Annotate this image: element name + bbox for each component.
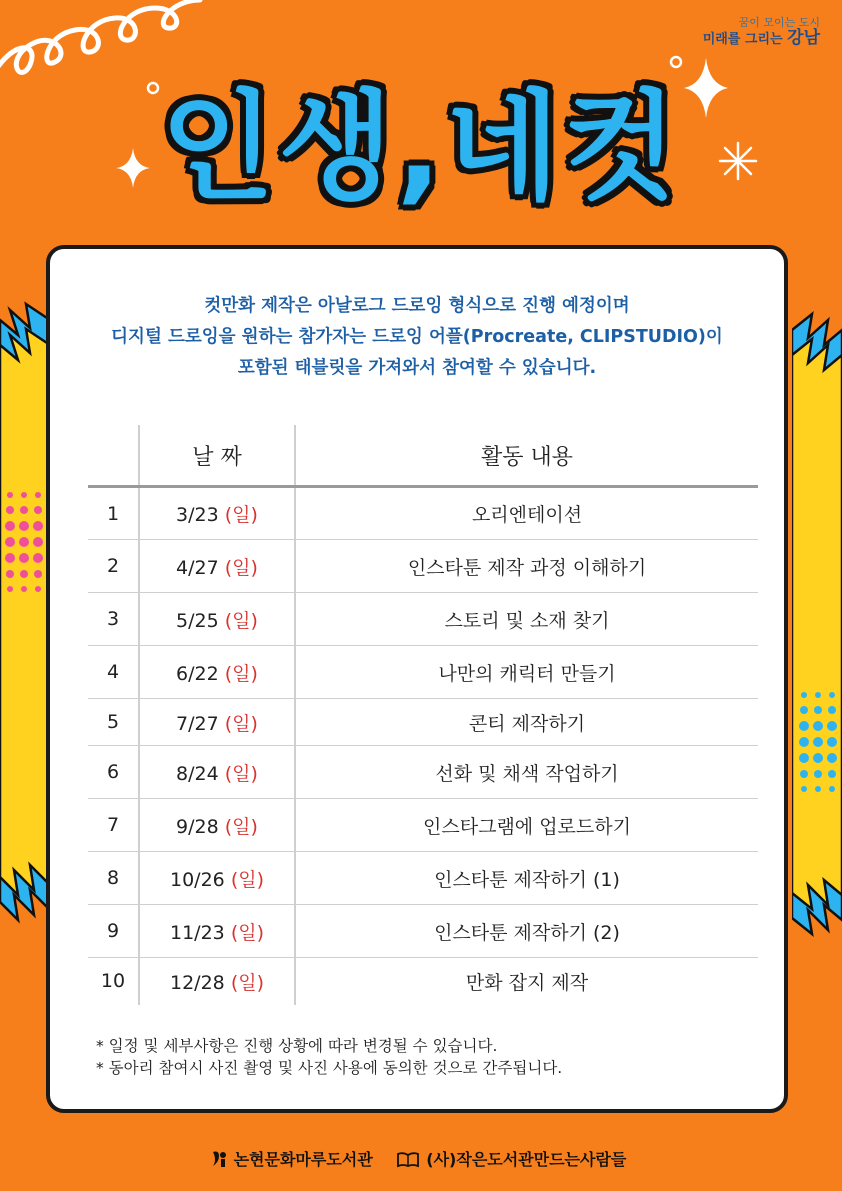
row-date [139,487,295,540]
row-number: 7 [88,799,139,852]
logo-slogan-line1: 꿈이 모이는 도시 [738,16,820,29]
row-number: 6 [88,746,139,799]
intro-line: 디지털 드로잉을 원하는 참가자는 드로잉 어플(Procreate, CLIPSTUDIO)이 [111,327,723,347]
logo-slogan-line2 [703,30,820,48]
row-date [139,905,295,958]
notes [96,1035,562,1079]
day-label: (일) [224,662,258,685]
logo-city-name: 강남 [787,28,820,48]
row-date [139,540,295,593]
table-row [88,646,758,699]
date-value: 8/24 [176,762,219,785]
row-number: 3 [88,593,139,646]
day-label: (일) [224,712,258,735]
row-number: 4 [88,646,139,699]
row-activity: 스토리 및 소재 찾기 [295,593,758,646]
row-number: 9 [88,905,139,958]
book-icon [396,1150,420,1168]
day-label: (일) [230,868,264,891]
table-row [88,958,758,1005]
row-activity: 인스타툰 제작 과정 이해하기 [295,540,758,593]
row-date [139,646,295,699]
day-label: (일) [224,609,258,632]
table-row [88,905,758,958]
note-line: * 동아리 참여시 사진 촬영 및 사진 사용에 동의한 것으로 간주됩니다. [96,1059,563,1077]
date-value: 12/28 [170,971,225,994]
page-title: 인생,네컷 [160,78,682,216]
day-label: (일) [230,971,264,994]
row-activity: 인스타툰 제작하기 (1) [295,852,758,905]
org-logo [396,1150,632,1169]
library-name: 논현문화마루도서관 [233,1150,373,1169]
intro-text [50,291,784,384]
gangnam-logo [703,16,820,48]
table-row [88,699,758,746]
row-activity: 오리엔테이션 [295,487,758,540]
table-row [88,746,758,799]
row-date [139,958,295,1005]
row-activity: 만화 잡지 제작 [465,971,589,994]
intro-line: 컷만화 제작은 아날로그 드로잉 형식으로 진행 예정이며 [204,296,630,316]
header-date: 날 짜 [139,425,295,487]
day-label: (일) [224,556,258,579]
date-value: 11/23 [170,921,225,944]
date-value: 6/22 [176,662,219,685]
row-activity: 나만의 캐릭터 만들기 [295,646,758,699]
row-number: 1 [88,487,139,540]
day-label: (일) [224,762,258,785]
library-logo [210,1150,385,1169]
row-date [139,799,295,852]
row-number: 5 [88,699,139,746]
schedule-table [88,425,758,1005]
header-activity: 활동 내용 [295,425,758,487]
logo-slogan-text: 미래를 그리는 [702,32,783,47]
date-value: 3/23 [176,504,219,526]
row-activity: 인스타툰 제작하기 (2) [295,905,758,958]
row-number: 10 [100,970,126,993]
date-value: 5/25 [176,609,219,632]
intro-line: 포함된 태블릿을 가져와서 참여할 수 있습니다. [237,358,597,378]
footer [0,1147,842,1170]
date-value: 10/26 [170,868,225,891]
row-date [139,746,295,799]
library-icon [210,1150,228,1168]
row-date [139,699,295,746]
table-row [88,799,758,852]
date-value: 7/27 [176,712,219,735]
note-line: * 일정 및 세부사항은 진행 상황에 따라 변경될 수 있습니다. [96,1037,498,1055]
row-date [139,593,295,646]
row-activity: 선화 및 채색 작업하기 [295,746,758,799]
day-label: (일) [224,504,258,526]
left-zigzag-decoration [0,290,50,930]
header-num [88,425,139,487]
right-zigzag-decoration [792,300,842,940]
table-header-row [88,425,758,487]
date-value: 4/27 [176,556,219,579]
day-label: (일) [230,921,264,944]
date-value: 9/28 [176,815,219,838]
org-name: (사)작은도서관만드는사람들 [426,1150,627,1169]
table-row [88,540,758,593]
content-card [46,245,788,1113]
row-activity: 콘티 제작하기 [295,699,758,746]
row-number: 2 [88,540,139,593]
row-date [139,852,295,905]
table-row [88,593,758,646]
table-row [88,852,758,905]
row-number: 8 [88,852,139,905]
table-row [88,487,758,540]
row-activity: 인스타그램에 업로드하기 [295,799,758,852]
day-label: (일) [224,815,258,838]
